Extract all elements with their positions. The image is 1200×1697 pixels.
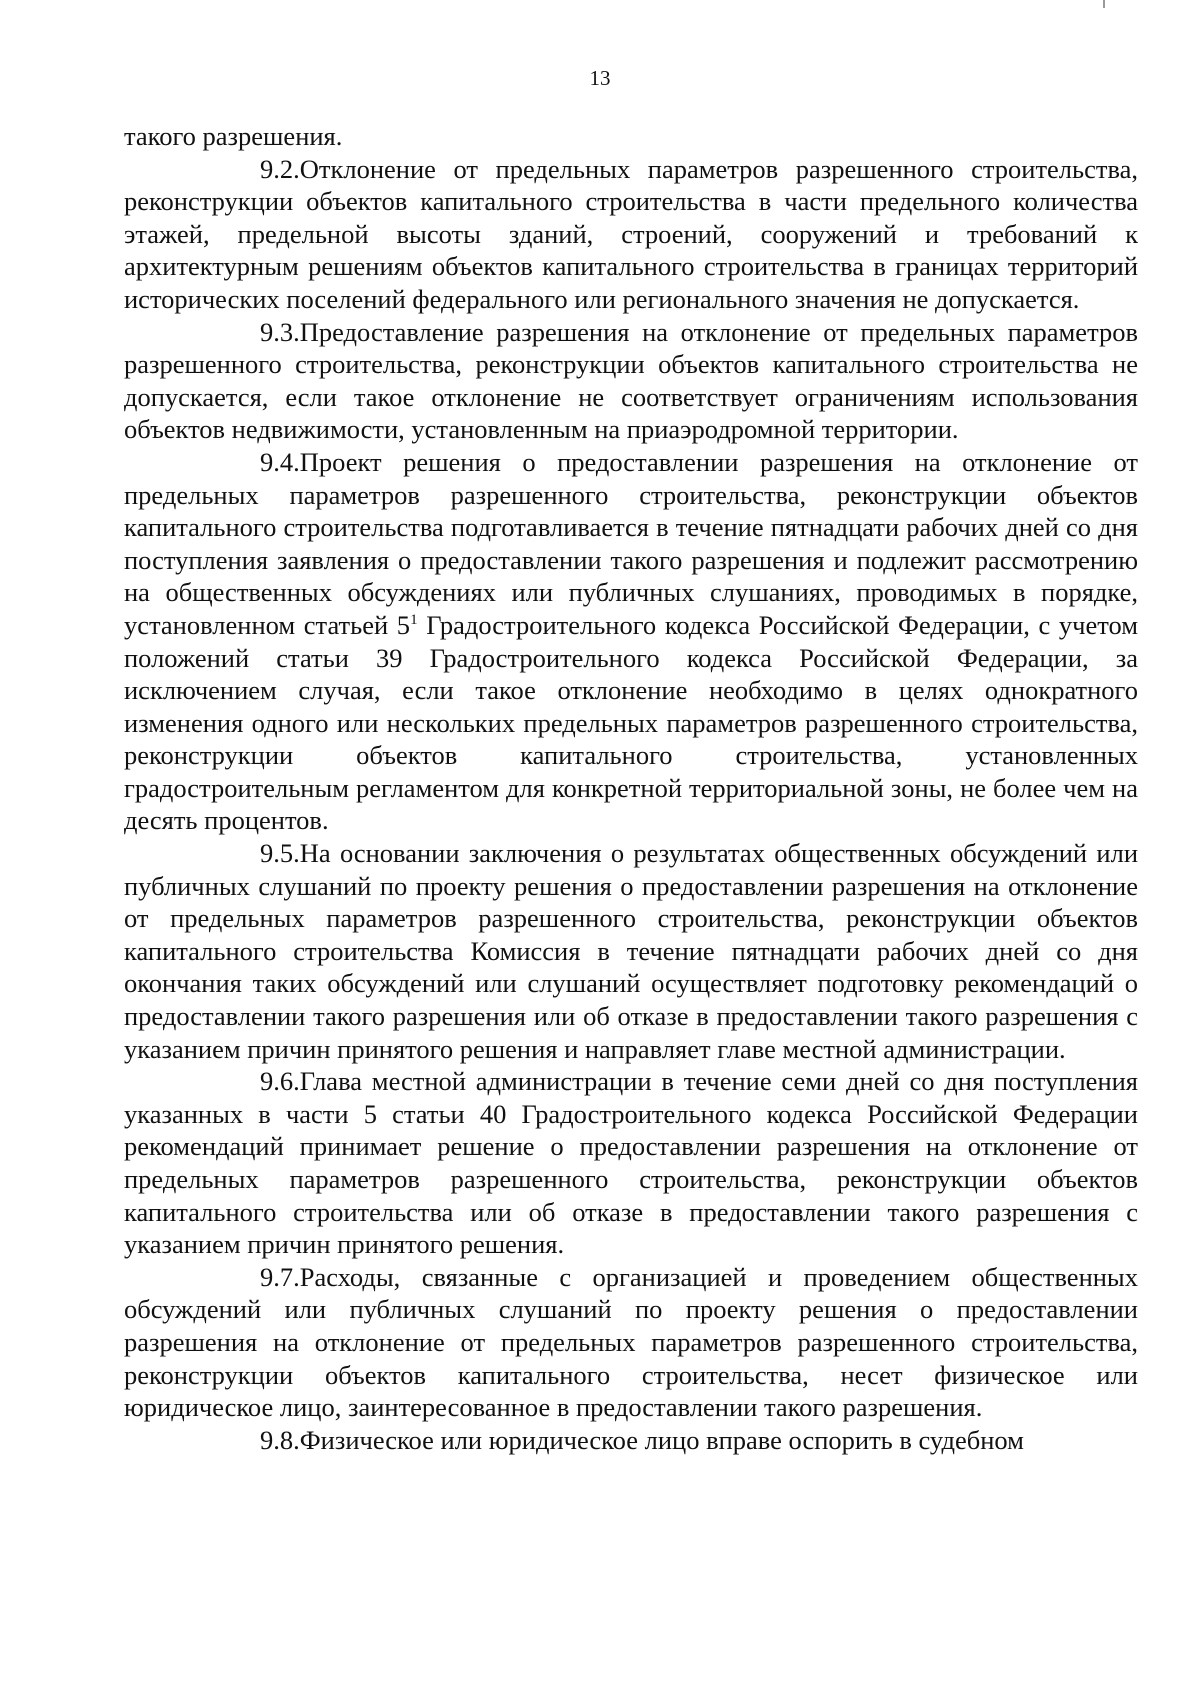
clause-9-7	[124, 1261, 1138, 1424]
clause-9-8	[124, 1424, 1138, 1457]
clause-number: 9.3.	[260, 316, 300, 347]
clause-number: 9.5.	[260, 838, 300, 869]
clause-text: Расходы, связанные с организацией и проведением общественных обсуждений или публичных слушаний по проекту решения о предоставлении разрешения на отклонение от предельных параметров разрешенного строительства, реконструкции объектов капитального строительства, несет физическое или юридическое лицо, заинтересованное в предоставлении такого разрешения.	[124, 1261, 1138, 1423]
clause-9-6	[124, 1065, 1138, 1261]
clause-9-5	[124, 837, 1138, 1065]
document-body	[124, 120, 1138, 1456]
page-number: 13	[589, 66, 611, 90]
superscript-mark: 1	[410, 612, 418, 629]
clause-text: Физическое или юридическое лицо вправе оспорить в судебном	[299, 1424, 1024, 1455]
scan-artifact-mark	[1103, 0, 1105, 8]
clause-text-part-2: Градостроительного кодекса Российской Федерации, с учетом положений статьи 39 Градостроительного кодекса Российской Федерации, за исключением случая, если такое отклонение необходимо в целях однократного изменения одного или нескольких предельных параметров разрешенного строительства, реконструкции объектов капитального строительства, установленных градостроительным регламентом для конкретной территориальной зоны, не более чем на десять процентов.	[124, 609, 1138, 836]
clause-text: Предоставление разрешения на отклонение от предельных параметров разрешенного строительства, реконструкции объектов капитального строительства не допускается, если такое отклонение не соответствует ограничениям использования объектов недвижимости, установленным на приаэродромной территории.	[124, 316, 1138, 445]
clause-text: Отклонение от предельных параметров разрешенного строительства, реконструкции объектов капитального строительства в части предельного количества этажей, предельной высоты зданий, строений, сооружений и требований к архитектурным решениям объектов капитального строительства в границах территорий исторических поселений федерального или регионального значения не допускается.	[124, 153, 1138, 314]
clause-text-part-1: Проект решения о предоставлении разрешения на отклонение от предельных параметров разрешенного строительства, реконструкции объектов капитального строительства подготавливается в течение пятнадцати рабочих дней со дня поступления заявления о предоставлении такого разрешения и подлежит рассмотрению на общественных обсуждениях или публичных слушаниях, проводимых в порядке, установленном статьей 5	[124, 446, 1138, 640]
clause-number: 9.6.	[260, 1066, 300, 1097]
clause-9-3	[124, 316, 1138, 446]
clause-number: 9.7.	[260, 1261, 300, 1292]
clause-text: На основании заключения о результатах общественных обсуждений или публичных слушаний по проекту решения о предоставлении разрешения на отклонение от предельных параметров разрешенного строительства, реконструкции объектов капитального строительства Комиссия в течение пятнадцати рабочих дней со дня окончания таких обсуждений или слушаний осуществляет подготовку рекомендаций о предоставлении такого разрешения или об отказе в предоставлении такого разрешения с указанием причин принятого решения и направляет главе местной администрации.	[124, 838, 1138, 1064]
clause-9-2	[124, 153, 1138, 316]
clause-9-4	[124, 446, 1138, 837]
continuation-line: такого разрешения.	[124, 121, 343, 151]
clause-text: Глава местной администрации в течение семи дней со дня поступления указанных в части 5 статьи 40 Градостроительного кодекса Российской Федерации рекомендаций принимает решение о предоставлении разрешения на отклонение от предельных параметров разрешенного строительства, реконструкции объектов капитального строительства или об отказе в предоставлении такого разрешения с указанием причин принятого решения.	[124, 1066, 1138, 1260]
clause-number: 9.4.	[260, 446, 300, 477]
clause-number: 9.2.	[260, 153, 300, 184]
clause-number: 9.8.	[260, 1424, 300, 1455]
